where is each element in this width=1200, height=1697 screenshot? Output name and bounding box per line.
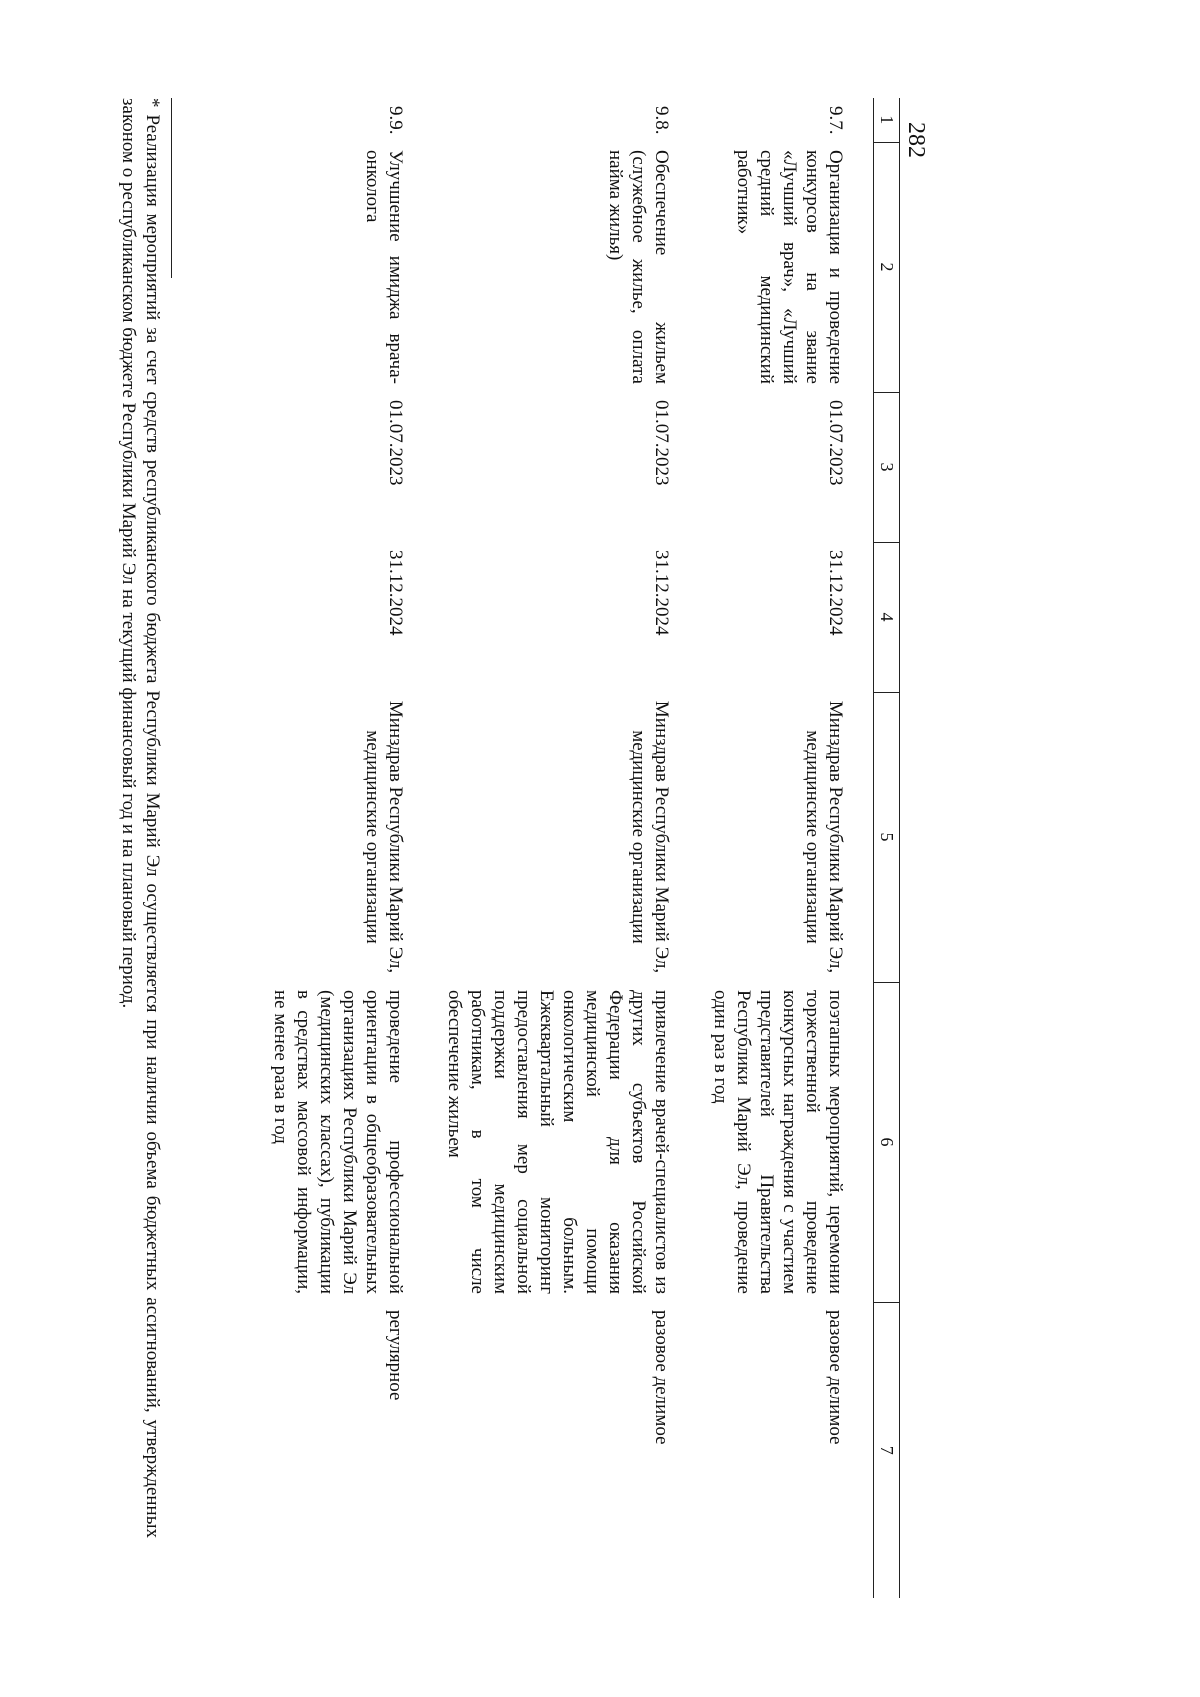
measures-table bbox=[259, 98, 900, 1598]
footnote-divider bbox=[171, 98, 172, 278]
end-date: 31.12.2024 bbox=[825, 550, 846, 636]
measure-type: разовое делимое bbox=[651, 1310, 672, 1445]
page-number: 282 bbox=[903, 122, 929, 158]
measure-type: регулярное bbox=[385, 1310, 406, 1401]
footnote: * Реализация мероприятий за счет средств республиканского бюджета Республики Марий Эл осуществляется при наличии объема бюджетных ассигнований, утвержденных законом о республиканском бюджете Республики Марий Эл на текущий финансовый год и на плановый период. bbox=[118, 98, 163, 1538]
row-number: 9.9. bbox=[385, 106, 406, 135]
end-date: 31.12.2024 bbox=[385, 550, 406, 636]
start-date: 01.07.2023 bbox=[651, 400, 672, 486]
measure-name: Организация и проведение конкурсов на звание «Лучший врач», «Лучший средний медицинский работник» bbox=[733, 150, 846, 384]
row-number: 9.8. bbox=[651, 106, 672, 135]
column-number: 3 bbox=[874, 392, 900, 542]
responsible: Минздрав Республики Марий Эл, медицинские организации bbox=[362, 700, 406, 974]
column-number: 5 bbox=[874, 692, 900, 982]
start-date: 01.07.2023 bbox=[825, 400, 846, 486]
end-date: 31.12.2024 bbox=[651, 550, 672, 636]
measure-name: Улучшение имиджа врача-онколога bbox=[362, 150, 406, 384]
column-number: 1 bbox=[874, 98, 900, 142]
measure-type: разовое делимое bbox=[825, 1310, 846, 1445]
column-number: 7 bbox=[874, 1302, 900, 1598]
responsible: Минздрав Республики Марий Эл, медицинские организации bbox=[802, 700, 846, 974]
description: проведение профессиональной ориентации в общеобразовательных организациях Республики Марий Эл (медицинских классах), публикации в средствах массовой информации, не менее раза в год bbox=[270, 990, 406, 1294]
column-number: 2 bbox=[874, 142, 900, 392]
table-row bbox=[433, 98, 699, 1598]
rotated-page-content bbox=[0, 98, 900, 1598]
row-number: 9.7. bbox=[825, 106, 846, 135]
description: привлечение врачей-специалистов из других субъектов Российской Федерации для оказания медицинской помощи онкологическим больным. Ежеквартальный мониторинг предоставления мер социальной поддержки медицинским работникам, в том числе обеспечение жильем bbox=[444, 990, 672, 1294]
start-date: 01.07.2023 bbox=[385, 400, 406, 486]
column-number-row bbox=[874, 98, 900, 1598]
column-number: 6 bbox=[874, 982, 900, 1302]
table-row bbox=[699, 98, 874, 1598]
description: поэтапных мероприятий, церемонии торжественной проведение конкурсных награждения с участием представителей Правительства Республики Марий Эл, проведение один раз в год bbox=[710, 990, 846, 1294]
measure-name: Обеспечение жильем (служебное жилье, оплата найма жилья) bbox=[605, 150, 672, 384]
responsible: Минздрав Республики Марий Эл, медицинские организации bbox=[628, 700, 672, 974]
column-number: 4 bbox=[874, 542, 900, 692]
table-row bbox=[259, 98, 433, 1598]
